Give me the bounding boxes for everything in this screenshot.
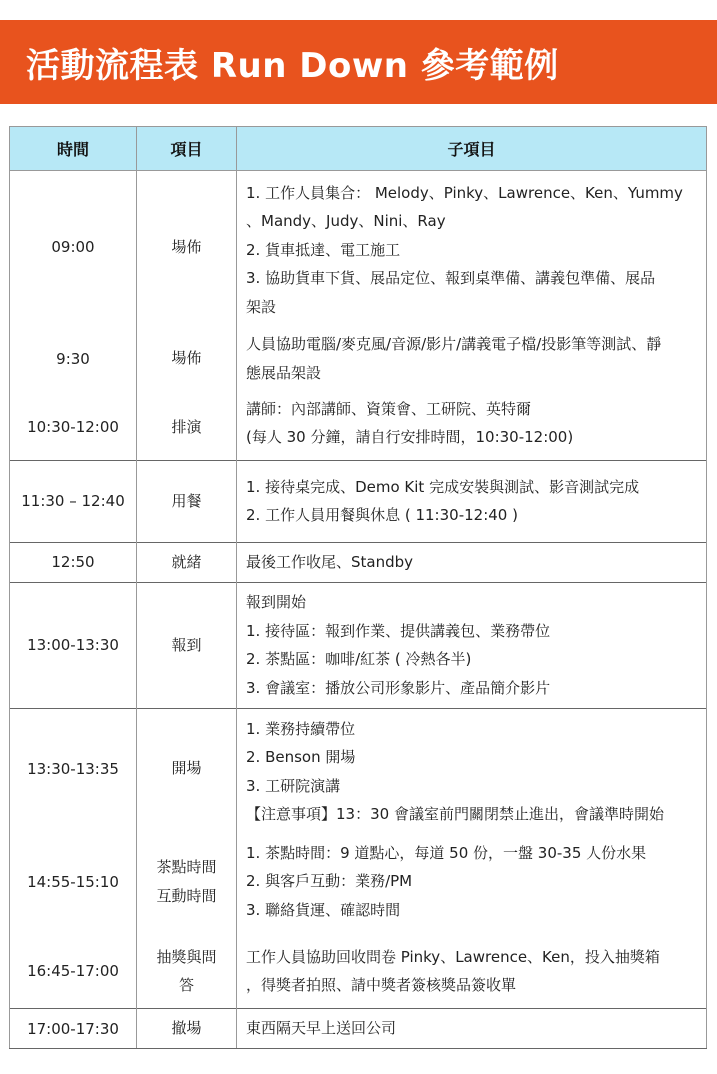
item-label: 互動時間 xyxy=(156,886,217,905)
sub-item-line: 3. 會議室：播放公司形象影片、產品簡介影片 xyxy=(246,678,551,697)
sub-item-line: ，得獎者拍照、請中獎者簽核獎品簽收單 xyxy=(246,976,517,995)
item-label: 撤場 xyxy=(171,1019,202,1038)
item-label: 用餐 xyxy=(171,491,202,510)
item-label: 就緒 xyxy=(171,552,202,571)
time-cell: 10:30-12:00 xyxy=(10,395,137,461)
item-cell xyxy=(137,542,237,582)
title-banner xyxy=(0,20,717,104)
sub-item-line: 工作人員協助回收問卷 Pinky、Lawrence、Ken，投入抽獎箱 xyxy=(246,947,660,966)
rundown-table xyxy=(9,126,707,1049)
sub-item-line: 2. Benson 開場 xyxy=(246,748,356,766)
item-label: 茶點時間 xyxy=(156,858,217,876)
sub-item-line: 2. 茶點區：咖啡/紅茶 ( 冷熱各半) xyxy=(246,650,472,668)
sub-item-line: 3. 協助貨車下貨、展品定位、報到桌準備、講義包準備、展品 xyxy=(246,269,656,287)
time-cell: 12:50 xyxy=(10,542,137,582)
sub-item-cell xyxy=(237,935,707,1009)
table-row xyxy=(10,708,707,829)
table-row xyxy=(10,323,707,395)
sub-item-cell xyxy=(237,395,707,461)
sub-item-line: 態展品架設 xyxy=(246,363,322,382)
sub-item-line: 東西隔天早上送回公司 xyxy=(246,1019,397,1038)
item-cell xyxy=(137,582,237,708)
sub-item-line: 最後工作收尾、Standby xyxy=(246,552,414,571)
item-label: 場佈 xyxy=(171,349,202,368)
time-cell: 14:55-15:10 xyxy=(10,829,137,935)
sub-item-line: 2. 貨車抵達、電工施工 xyxy=(246,240,401,259)
sub-item-line: 1. 工作人員集合： Melody、Pinky、Lawrence、Ken、Yummy xyxy=(246,183,683,202)
item-label: 答 xyxy=(178,976,194,995)
sub-item-cell xyxy=(237,460,707,542)
sub-item-cell xyxy=(237,582,707,708)
table-row xyxy=(10,171,707,323)
sub-item-line: 3. 聯絡貨運、確認時間 xyxy=(246,900,401,919)
table-row xyxy=(10,829,707,935)
sub-item-line: 1. 業務持續帶位 xyxy=(246,719,356,738)
header-sub: 子項目 xyxy=(237,127,707,171)
sub-item-cell xyxy=(237,542,707,582)
item-cell xyxy=(137,829,237,935)
time-cell: 13:00-13:30 xyxy=(10,582,137,708)
table-row xyxy=(10,582,707,708)
item-cell xyxy=(137,171,237,323)
item-label: 抽獎與問 xyxy=(156,947,217,966)
sub-item-line: 講師：內部講師、資策會、工研院、英特爾 xyxy=(246,399,532,418)
sub-item-line: (每人 30 分鐘，請自行安排時間，10:30-12:00) xyxy=(246,428,574,446)
sub-item-line: 人員協助電腦/麥克風/音源/影片/講義電子檔/投影筆等測試、靜 xyxy=(246,335,662,353)
table-row xyxy=(10,1009,707,1049)
item-cell xyxy=(137,323,237,395)
sub-item-line: 【注意事項】13：30 會議室前門關閉禁止進出，會議準時開始 xyxy=(246,805,664,823)
item-cell xyxy=(137,460,237,542)
item-label: 報到 xyxy=(171,635,202,654)
sub-item-cell xyxy=(237,171,707,323)
time-cell: 11:30 – 12:40 xyxy=(10,460,137,542)
time-cell: 16:45-17:00 xyxy=(10,935,137,1009)
item-cell xyxy=(137,708,237,829)
sub-item-cell xyxy=(237,829,707,935)
table-row xyxy=(10,460,707,542)
sub-item-line: 3. 工研院演講 xyxy=(246,776,341,795)
sub-item-line: 2. 與客戶互動：業務/PM xyxy=(246,872,413,891)
sub-item-line: 2. 工作人員用餐與休息 ( 11:30-12:40 ) xyxy=(246,506,518,524)
sub-item-line: 架設 xyxy=(246,297,277,316)
item-cell xyxy=(137,395,237,461)
item-cell xyxy=(137,1009,237,1049)
sub-item-cell xyxy=(237,1009,707,1049)
sub-item-line: 、Mandy、Judy、Nini、Ray xyxy=(246,212,446,230)
page-title: 活動流程表 Run Down 參考範例 xyxy=(26,45,559,86)
time-cell: 13:30-13:35 xyxy=(10,708,137,829)
sub-item-line: 1. 茶點時間：9 道點心，每道 50 份，一盤 30-35 人份水果 xyxy=(246,843,647,862)
table-row xyxy=(10,935,707,1009)
time-cell: 09:00 xyxy=(10,171,137,323)
table-header-row xyxy=(10,127,707,171)
sub-item-line: 1. 接待區：報到作業、提供講義包、業務帶位 xyxy=(246,621,551,640)
sub-item-line: 報到開始 xyxy=(246,593,307,611)
sub-item-cell xyxy=(237,323,707,395)
item-label: 開場 xyxy=(171,759,202,778)
item-label: 排演 xyxy=(171,417,202,436)
time-cell: 17:00-17:30 xyxy=(10,1009,137,1049)
sub-item-line: 1. 接待桌完成、Demo Kit 完成安裝與測試、影音測試完成 xyxy=(246,477,640,496)
header-item: 項目 xyxy=(137,127,237,171)
table-row xyxy=(10,542,707,582)
time-cell: 9:30 xyxy=(10,323,137,395)
item-label: 場佈 xyxy=(171,237,202,256)
item-cell xyxy=(137,935,237,1009)
table-row xyxy=(10,395,707,461)
sub-item-cell xyxy=(237,708,707,829)
header-time: 時間 xyxy=(10,127,137,171)
